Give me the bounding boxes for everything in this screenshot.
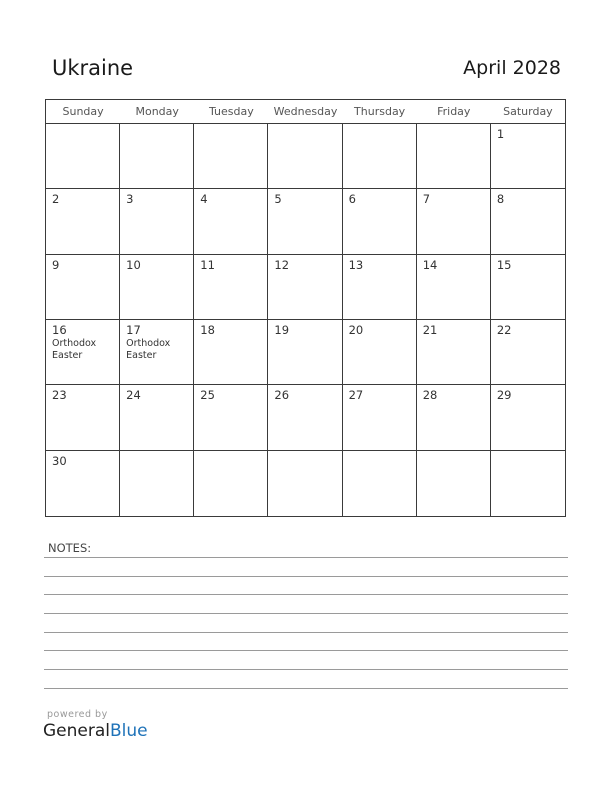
day-number: 13: [348, 257, 364, 272]
day-cell: [46, 189, 120, 254]
day-number: 15: [496, 257, 512, 272]
day-number: 2: [52, 192, 60, 207]
day-cell: [120, 385, 194, 450]
holiday-label: Orthodox Easter: [52, 338, 97, 361]
day-cell: [343, 385, 417, 450]
weekday-monday: Monday: [135, 105, 179, 118]
weekday-saturday: Saturday: [503, 105, 553, 118]
day-number: 22: [496, 323, 512, 337]
day-number: 30: [52, 453, 67, 468]
day-cell: [120, 124, 194, 189]
day-cell: [46, 385, 120, 450]
day-number: 7: [422, 192, 431, 207]
day-cell: [120, 255, 194, 320]
day-cell: [268, 124, 342, 189]
day-cell: [417, 255, 491, 320]
notes-label: NOTES:: [48, 541, 92, 555]
day-cell: [343, 451, 417, 516]
weekday-thursday: Thursday: [354, 105, 406, 118]
day-number: 14: [422, 257, 438, 272]
day-number: 9: [52, 257, 60, 272]
day-cell: [491, 320, 565, 385]
day-number: 12: [274, 257, 290, 272]
day-cell: [268, 320, 342, 385]
day-cell: [343, 189, 417, 254]
weekday-sunday: Sunday: [62, 105, 104, 118]
day-cell: [268, 451, 342, 516]
day-number: 25: [200, 388, 215, 403]
note-line: [44, 594, 568, 595]
brand-blue: Blue: [110, 721, 148, 741]
day-number: 27: [348, 388, 364, 403]
day-cell: [46, 451, 120, 516]
day-cell: [417, 320, 491, 385]
day-number: 23: [52, 388, 67, 403]
day-grid: [46, 124, 565, 516]
holiday-label: Orthodox Easter: [126, 338, 171, 361]
day-cell: [194, 320, 268, 385]
note-line: [44, 669, 568, 670]
weekday-tuesday: Tuesday: [208, 105, 254, 118]
day-cell: [417, 189, 491, 254]
day-number: 8: [496, 192, 505, 207]
note-line: [44, 650, 568, 651]
day-cell: [268, 385, 342, 450]
day-number: 17: [126, 323, 141, 337]
day-cell: [417, 451, 491, 516]
calendar-grid: [45, 99, 566, 517]
day-cell: [46, 124, 120, 189]
day-number: 3: [126, 192, 134, 207]
month-year-title: April 2028: [463, 57, 561, 79]
note-line: [44, 576, 568, 577]
generalblue-logo[interactable]: [43, 721, 148, 741]
day-cell: [194, 255, 268, 320]
day-cell: [120, 189, 194, 254]
day-number: 21: [422, 323, 438, 337]
day-number: 24: [126, 388, 141, 403]
day-cell: [194, 451, 268, 516]
note-line: [44, 613, 568, 614]
day-number: 4: [200, 192, 208, 207]
day-cell: [491, 255, 565, 320]
day-cell: [491, 189, 565, 254]
day-cell: [417, 385, 491, 450]
day-cell: [491, 385, 565, 450]
day-number: 20: [348, 323, 364, 337]
day-cell: [343, 124, 417, 189]
day-number: 19: [274, 323, 290, 337]
day-number: 26: [274, 388, 290, 403]
day-cell: [46, 255, 120, 320]
day-cell: [120, 451, 194, 516]
day-number: 10: [126, 257, 141, 272]
day-number: 11: [200, 257, 215, 272]
weekday-friday: Friday: [437, 105, 471, 118]
day-cell: [417, 124, 491, 189]
day-cell: [194, 124, 268, 189]
note-line: [44, 557, 568, 558]
day-number: 16: [52, 323, 67, 337]
day-cell: [194, 385, 268, 450]
day-cell: [343, 255, 417, 320]
day-number: 29: [496, 388, 512, 403]
day-cell: [491, 451, 565, 516]
country-title: Ukraine: [52, 56, 134, 80]
powered-by-text: powered by: [47, 709, 108, 720]
brand-general: General: [43, 721, 110, 741]
day-cell: [268, 189, 342, 254]
day-number: 6: [348, 192, 356, 207]
day-cell: [491, 124, 565, 189]
day-number: 28: [422, 388, 438, 403]
day-cell: [194, 189, 268, 254]
weekday-header-row: [46, 100, 565, 124]
day-cell: [120, 320, 194, 385]
note-line: [44, 632, 568, 633]
day-number: 1: [496, 127, 505, 141]
day-cell: [343, 320, 417, 385]
day-number: 18: [200, 323, 215, 337]
weekday-wednesday: Wednesday: [273, 105, 338, 118]
day-cell: [268, 255, 342, 320]
day-cell: [46, 320, 120, 385]
day-number: 5: [274, 192, 282, 207]
note-line: [44, 688, 568, 689]
